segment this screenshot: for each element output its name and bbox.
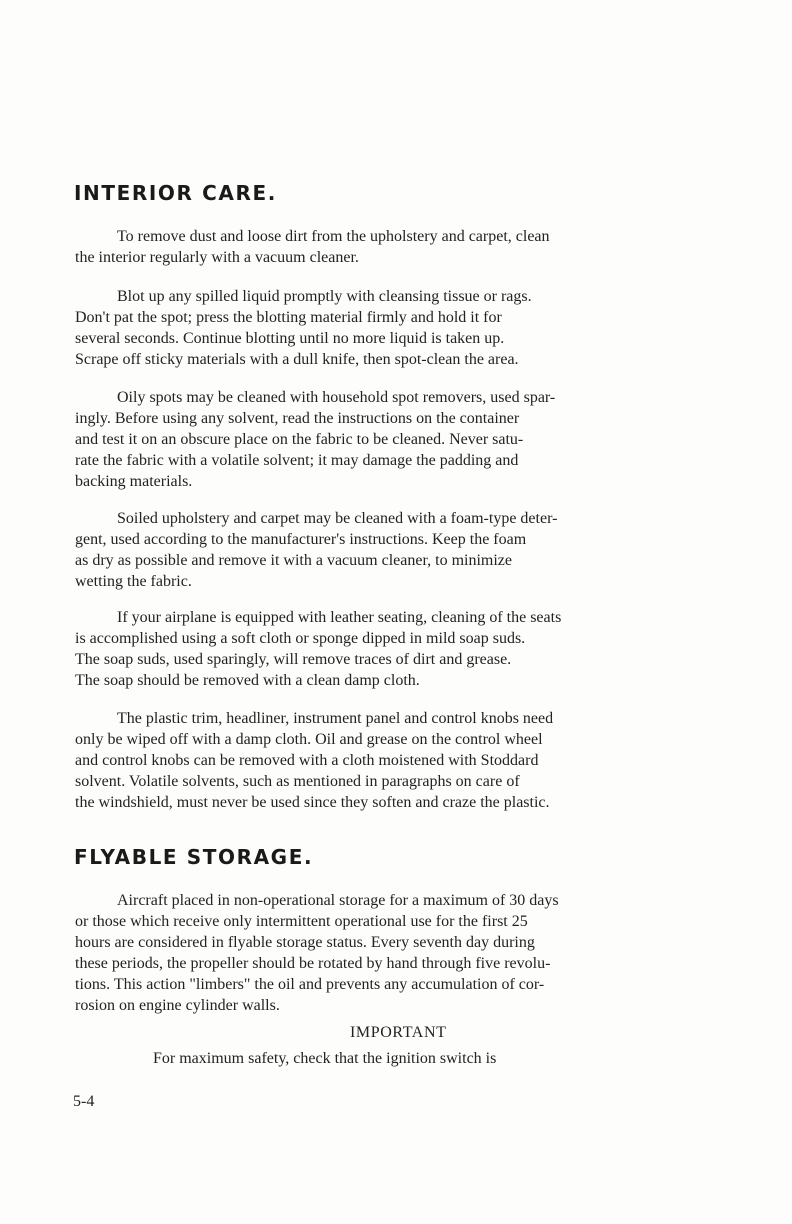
text-line: Don't pat the spot; press the blotting material firmly and hold it for — [75, 309, 502, 326]
text-line: Oily spots may be cleaned with household spot removers, used spar- — [117, 389, 556, 406]
text-line: If your airplane is equipped with leather seating, cleaning of the seats — [117, 609, 562, 626]
text-line: To remove dust and loose dirt from the upholstery and carpet, clean — [117, 228, 550, 245]
text-line: these periods, the propeller should be rotated by hand through five revolu- — [75, 955, 551, 972]
text-line: is accomplished using a soft cloth or sponge dipped in mild soap suds. — [75, 630, 526, 647]
section-heading-interior-care: INTERIOR CARE. — [74, 181, 277, 205]
paragraph-spilled-liquid — [75, 286, 755, 370]
text-line: hours are considered in flyable storage status. Every seventh day during — [75, 934, 535, 951]
text-line: and control knobs can be removed with a cloth moistened with Stoddard — [75, 752, 539, 769]
text-line: wetting the fabric. — [75, 573, 192, 590]
text-line: Scrape off sticky materials with a dull knife, then spot-clean the area. — [75, 351, 519, 368]
paragraph-oily-spots — [75, 387, 755, 492]
text-line: Aircraft placed in non-operational storage for a maximum of 30 days — [117, 892, 559, 909]
text-line: Soiled upholstery and carpet may be cleaned with a foam-type deter- — [117, 510, 558, 527]
paragraph-leather-seating — [75, 607, 755, 691]
text-line: the windshield, must never be used since they soften and craze the plastic. — [75, 794, 550, 811]
text-line: several seconds. Continue blotting until no more liquid is taken up. — [75, 330, 505, 347]
text-line: and test it on an obscure place on the fabric to be cleaned. Never satu- — [75, 431, 524, 448]
text-line: the interior regularly with a vacuum cleaner. — [75, 249, 359, 266]
text-line: gent, used according to the manufacturer's instructions. Keep the foam — [75, 531, 527, 548]
text-line: only be wiped off with a damp cloth. Oil and grease on the control wheel — [75, 731, 543, 748]
page-number: 5-4 — [73, 1093, 95, 1110]
text-line: rosion on engine cylinder walls. — [75, 997, 280, 1014]
text-line: tions. This action "limbers" the oil and prevents any accumulation of cor- — [75, 976, 545, 993]
paragraph-flyable-storage — [75, 890, 755, 1016]
text-line: as dry as possible and remove it with a vacuum cleaner, to minimize — [75, 552, 513, 569]
text-line: ingly. Before using any solvent, read the instructions on the container — [75, 410, 520, 427]
paragraph-vacuum — [75, 226, 755, 268]
paragraph-soiled-upholstery — [75, 508, 755, 592]
text-line: Blot up any spilled liquid promptly with cleansing tissue or rags. — [117, 288, 532, 305]
important-label: IMPORTANT — [350, 1024, 447, 1041]
section-heading-flyable-storage: FLYABLE STORAGE. — [74, 845, 314, 869]
paragraph-plastic-trim — [75, 708, 755, 813]
text-line: or those which receive only intermittent operational use for the first 25 — [75, 913, 528, 930]
text-line: The soap should be removed with a clean damp cloth. — [75, 672, 420, 689]
important-note-text: For maximum safety, check that the ignition switch is — [153, 1050, 497, 1067]
text-line: The plastic trim, headliner, instrument panel and control knobs need — [117, 710, 554, 727]
text-line: backing materials. — [75, 473, 193, 490]
text-line: solvent. Volatile solvents, such as mentioned in paragraphs on care of — [75, 773, 520, 790]
text-line: rate the fabric with a volatile solvent; it may damage the padding and — [75, 452, 519, 469]
text-line: The soap suds, used sparingly, will remove traces of dirt and grease. — [75, 651, 512, 668]
